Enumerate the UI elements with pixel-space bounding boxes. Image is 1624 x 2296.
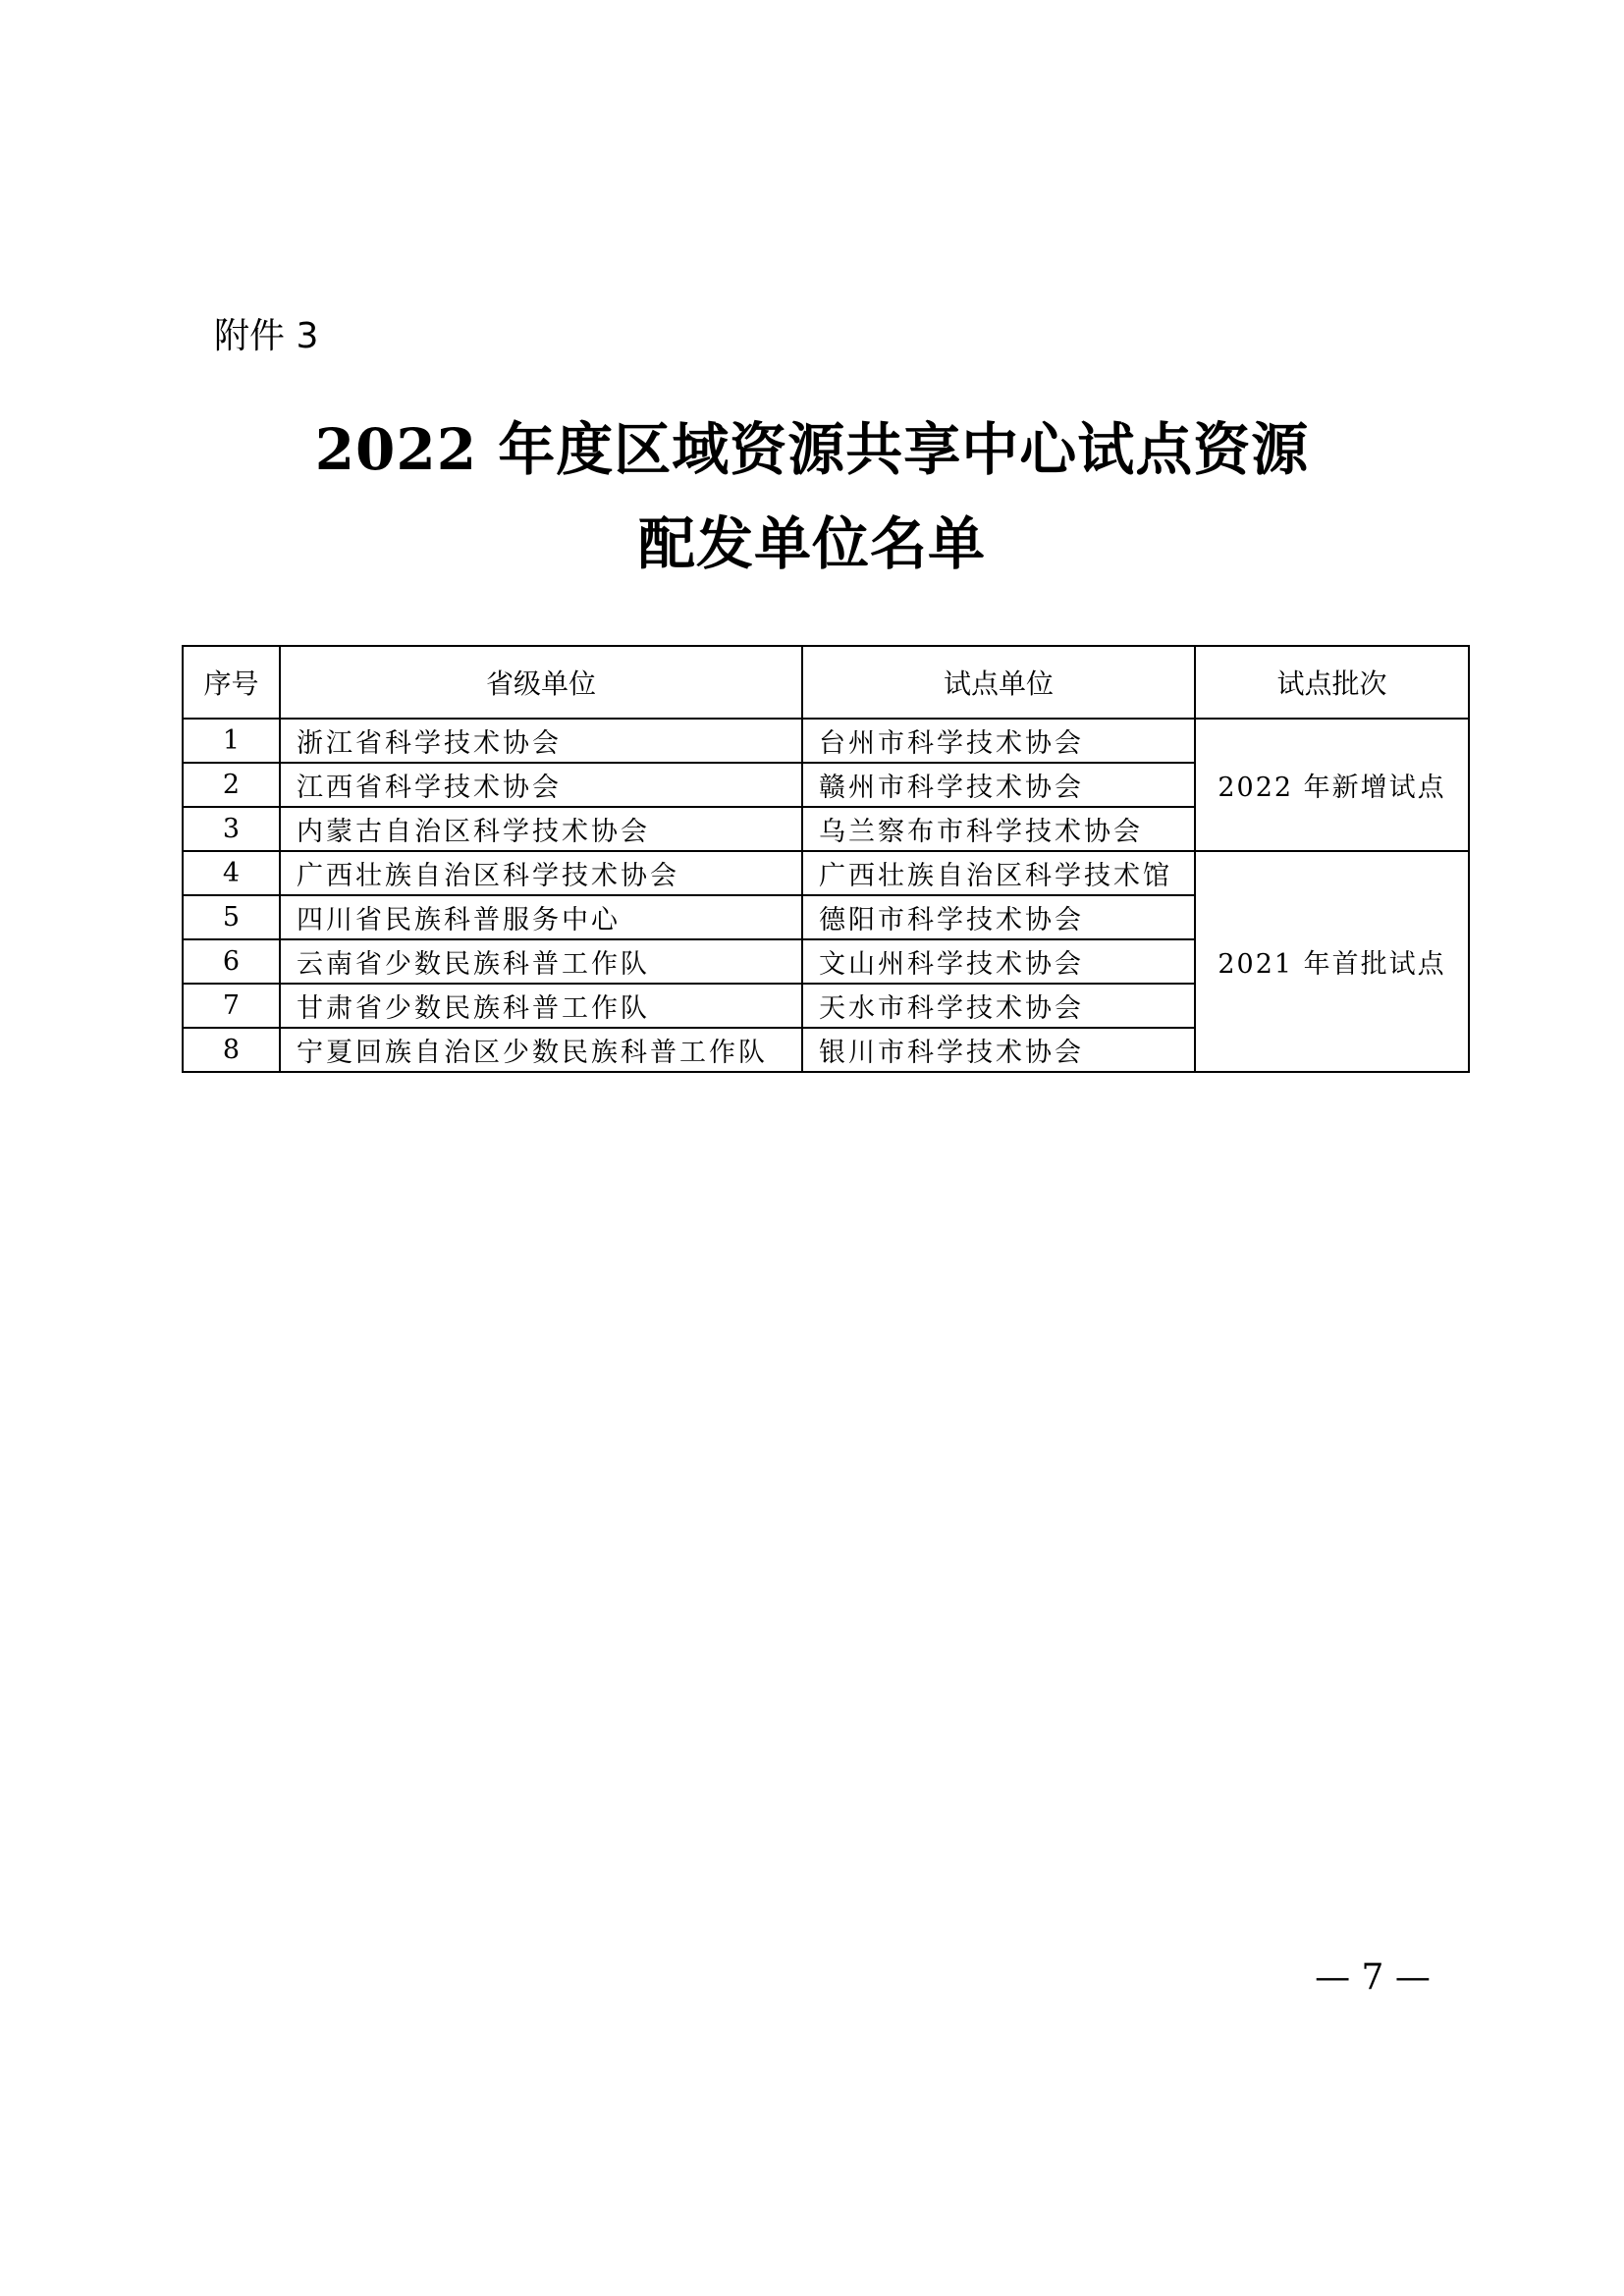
row-number: 4 xyxy=(183,851,280,895)
province-unit-cell: 四川省民族科普服务中心 xyxy=(280,895,802,939)
province-unit-cell: 浙江省科学技术协会 xyxy=(280,719,802,763)
pilot-batch-cell: 2021 年首批试点 xyxy=(1195,851,1469,1072)
pilot-units-table xyxy=(182,645,1470,1073)
pilot-unit-cell: 赣州市科学技术协会 xyxy=(802,763,1195,807)
province-unit-cell: 江西省科学技术协会 xyxy=(280,763,802,807)
document-title-line-2: 配发单位名单 xyxy=(637,510,986,577)
row-number: 6 xyxy=(183,939,280,984)
table-row xyxy=(183,719,1469,763)
row-number: 2 xyxy=(183,763,280,807)
header-pilot-unit: 试点单位 xyxy=(802,646,1195,719)
pilot-unit-cell: 文山州科学技术协会 xyxy=(802,939,1195,984)
province-unit-cell: 甘肃省少数民族科普工作队 xyxy=(280,984,802,1028)
pilot-batch-cell: 2022 年新增试点 xyxy=(1195,719,1469,851)
pilot-unit-cell: 乌兰察布市科学技术协会 xyxy=(802,807,1195,851)
header-no: 序号 xyxy=(183,646,280,719)
header-pilot-batch: 试点批次 xyxy=(1195,646,1469,719)
province-unit-cell: 云南省少数民族科普工作队 xyxy=(280,939,802,984)
pilot-unit-cell: 广西壮族自治区科学技术馆 xyxy=(802,851,1195,895)
province-unit-cell: 广西壮族自治区科学技术协会 xyxy=(280,851,802,895)
pilot-unit-cell: 银川市科学技术协会 xyxy=(802,1028,1195,1072)
row-number: 8 xyxy=(183,1028,280,1072)
table-header-row xyxy=(183,646,1469,719)
pilot-unit-cell: 德阳市科学技术协会 xyxy=(802,895,1195,939)
row-number: 7 xyxy=(183,984,280,1028)
row-number: 3 xyxy=(183,807,280,851)
attachment-label: 附件 3 xyxy=(214,316,319,356)
header-province-unit: 省级单位 xyxy=(280,646,802,719)
province-unit-cell: 内蒙古自治区科学技术协会 xyxy=(280,807,802,851)
pilot-unit-cell: 天水市科学技术协会 xyxy=(802,984,1195,1028)
page-number: — 7 — xyxy=(1315,1957,1431,1998)
province-unit-cell: 宁夏回族自治区少数民族科普工作队 xyxy=(280,1028,802,1072)
document-title-line-1: 2022 年度区域资源共享中心试点资源 xyxy=(314,416,1310,483)
table-row xyxy=(183,851,1469,895)
pilot-unit-cell: 台州市科学技术协会 xyxy=(802,719,1195,763)
row-number: 1 xyxy=(183,719,280,763)
row-number: 5 xyxy=(183,895,280,939)
